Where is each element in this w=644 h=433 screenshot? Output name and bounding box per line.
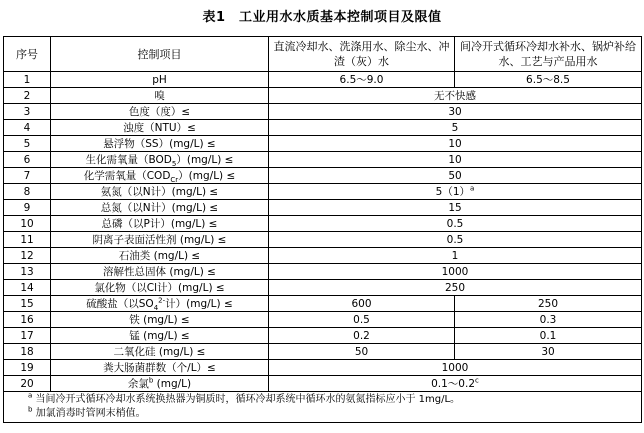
table-row — [4, 264, 642, 280]
row-limit-merged: 250 — [269, 280, 642, 296]
row-index: 11 — [4, 232, 51, 248]
table-row — [4, 360, 642, 376]
row-limit-merged: 15 — [269, 200, 642, 216]
water-quality-table — [3, 36, 642, 423]
table-row — [4, 376, 642, 392]
table-row — [4, 280, 642, 296]
table-row — [4, 216, 642, 232]
table-row — [4, 72, 642, 88]
table-title: 表1 工业用水水质基本控制项目及限值 — [202, 10, 442, 25]
header-index: 序号 — [4, 37, 51, 72]
row-limit-circulating: 30 — [455, 344, 642, 360]
row-control-item: 余氯$^b$ (mg/L) — [51, 376, 269, 392]
row-limit-direct: 0.5 — [269, 312, 455, 328]
row-index: 10 — [4, 216, 51, 232]
row-control-item: 氨氮（以N计）(mg/L) ≤ — [51, 184, 269, 200]
row-index: 16 — [4, 312, 51, 328]
row-limit-circulating: 0.3 — [455, 312, 642, 328]
table-row — [4, 248, 642, 264]
table-row — [4, 200, 642, 216]
row-limit-merged: 50 — [269, 168, 642, 184]
table-header-row — [4, 37, 642, 72]
row-control-item: pH — [51, 72, 269, 88]
row-index: 4 — [4, 120, 51, 136]
row-control-item: 嗅 — [51, 88, 269, 104]
row-control-item: 二氧化硅 (mg/L) ≤ — [51, 344, 269, 360]
row-limit-circulating: 0.1 — [455, 328, 642, 344]
row-control-item: 生化需氧量$(BOD_5)(mg/L)$ ≤ — [51, 152, 269, 168]
table-row — [4, 312, 642, 328]
table-row — [4, 328, 642, 344]
row-index: 7 — [4, 168, 51, 184]
note-a: $^a$ 当间冷开式循环冷却水系统换热器为铜质时，循环冷却系统中循环水的氨氮指标应小于 1mg/L。 — [28, 391, 461, 405]
row-limit-direct: 6.5～9.0 — [269, 72, 455, 88]
row-index: 13 — [4, 264, 51, 280]
row-control-item: 锰 (mg/L) ≤ — [51, 328, 269, 344]
row-limit-direct: 50 — [269, 344, 455, 360]
row-control-item: 色度（度）≤ — [51, 104, 269, 120]
table-row — [4, 296, 642, 312]
header-direct-cooling: 直流冷却水、洗涤用水、除尘水、冲渣（灰）水 — [269, 37, 455, 72]
header-circulating-cooling: 间冷开式循环冷却水补水、锅炉补给水、工艺与产品用水 — [455, 37, 642, 72]
row-index: 19 — [4, 360, 51, 376]
row-control-item: 悬浮物（SS）(mg/L) ≤ — [51, 136, 269, 152]
row-index: 14 — [4, 280, 51, 296]
table-row — [4, 232, 642, 248]
table-row — [4, 88, 642, 104]
row-limit-merged: 10 — [269, 136, 642, 152]
row-index: 6 — [4, 152, 51, 168]
row-index: 17 — [4, 328, 51, 344]
row-limit-merged: $5(1)^a$ — [269, 184, 642, 200]
row-limit-direct: 600 — [269, 296, 455, 312]
row-limit-merged: 5 — [269, 120, 642, 136]
table-notes — [4, 392, 642, 423]
row-index: 8 — [4, 184, 51, 200]
header-control-item: 控制项目 — [51, 37, 269, 72]
row-index: 1 — [4, 72, 51, 88]
row-limit-merged: 0.5 — [269, 216, 642, 232]
row-control-item: 总氮（以N计）(mg/L) ≤ — [51, 200, 269, 216]
row-control-item: 石油类 (mg/L) ≤ — [51, 248, 269, 264]
row-index: 9 — [4, 200, 51, 216]
row-limit-merged: 0.5 — [269, 232, 642, 248]
row-index: 5 — [4, 136, 51, 152]
notes-row — [4, 392, 642, 423]
row-limit-direct: 0.2 — [269, 328, 455, 344]
row-limit-merged: 10 — [269, 152, 642, 168]
row-limit-merged: 1 — [269, 248, 642, 264]
table-row — [4, 136, 642, 152]
row-limit-circulating: 6.5～8.5 — [455, 72, 642, 88]
row-control-item: 总磷（以P计）(mg/L) ≤ — [51, 216, 269, 232]
row-limit-merged: 30 — [269, 104, 642, 120]
row-control-item: 阴离子表面活性剂 (mg/L) ≤ — [51, 232, 269, 248]
table-row — [4, 184, 642, 200]
row-control-item: 浊度（NTU）≤ — [51, 120, 269, 136]
row-control-item: 化学需氧量$(COD_{Cr})(mg/L)$ ≤ — [51, 168, 269, 184]
row-control-item: 粪大肠菌群数（个/L）≤ — [51, 360, 269, 376]
row-index: 2 — [4, 88, 51, 104]
row-control-item: 硫酸盐（以$SO_4^{2-}$计）(mg/L) ≤ — [51, 296, 269, 312]
row-control-item: 氯化物（以Cl计）(mg/L) ≤ — [51, 280, 269, 296]
table-row — [4, 168, 642, 184]
row-limit-merged: 无不快感 — [269, 88, 642, 104]
row-index: 20 — [4, 376, 51, 392]
table-row — [4, 152, 642, 168]
note-b: $^b$ 加氯消毒时管网末梢值。 — [28, 405, 146, 419]
row-index: 18 — [4, 344, 51, 360]
row-index: 12 — [4, 248, 51, 264]
table-row — [4, 120, 642, 136]
row-limit-merged: 1000 — [269, 360, 642, 376]
row-control-item: 铁 (mg/L) ≤ — [51, 312, 269, 328]
row-control-item: 溶解性总固体 (mg/L) ≤ — [51, 264, 269, 280]
table-row — [4, 104, 642, 120]
row-index: 3 — [4, 104, 51, 120]
row-limit-merged: 0.1～0.2$^c$ — [269, 376, 642, 392]
table-row — [4, 344, 642, 360]
row-limit-circulating: 250 — [455, 296, 642, 312]
row-index: 15 — [4, 296, 51, 312]
row-limit-merged: 1000 — [269, 264, 642, 280]
